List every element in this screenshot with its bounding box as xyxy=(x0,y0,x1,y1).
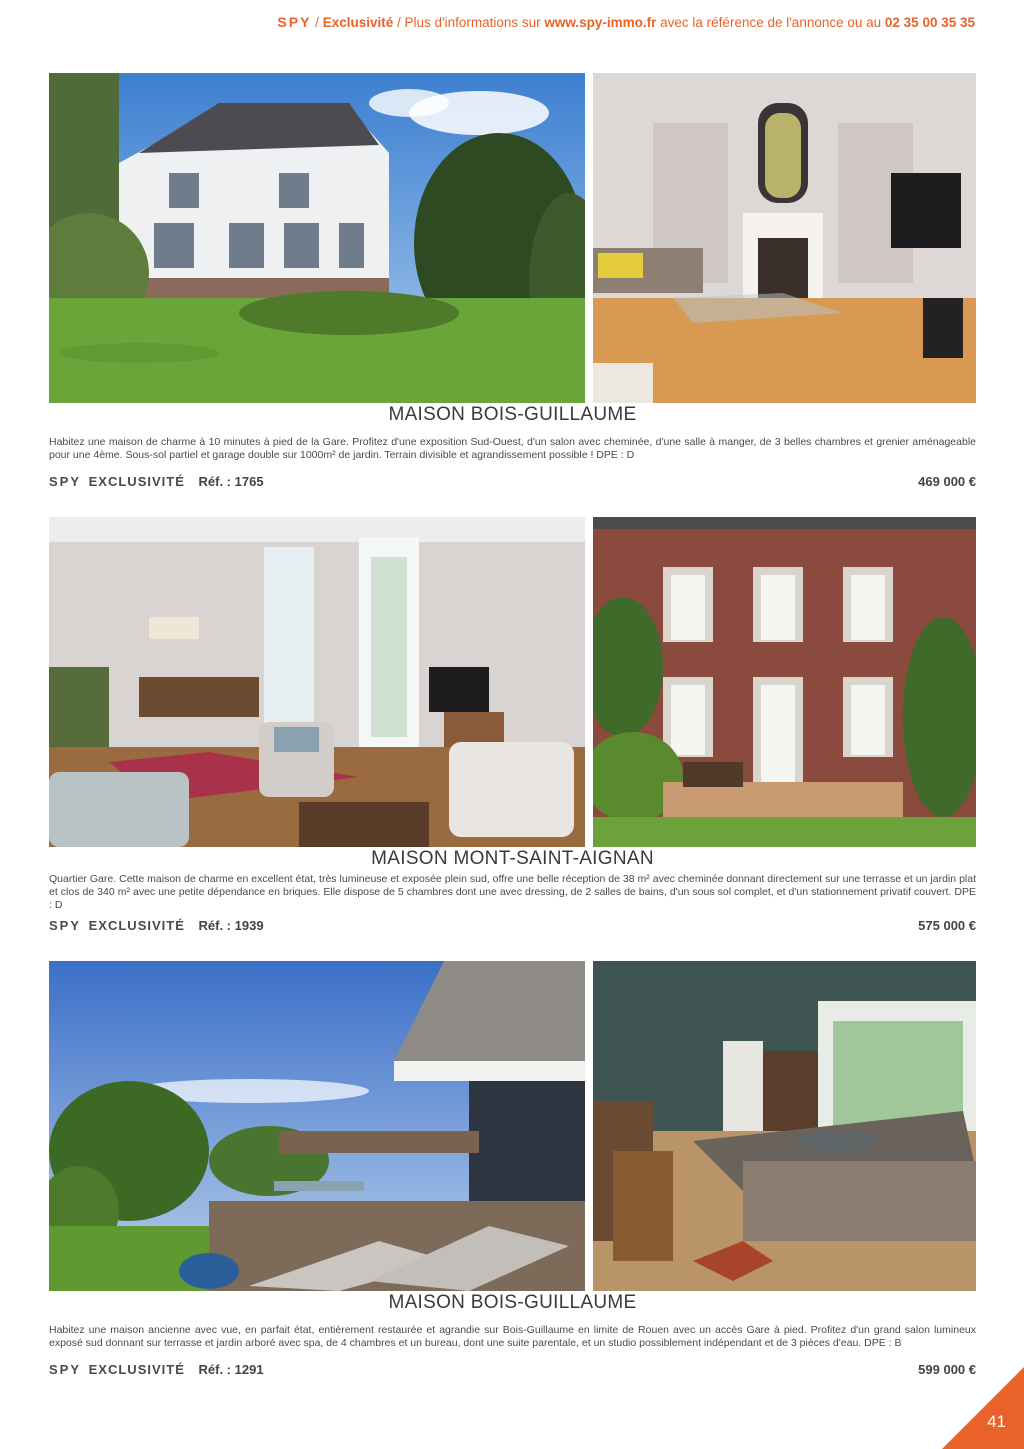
agency-logo: SPY xyxy=(49,1362,82,1377)
exclusivity-label: EXCLUSIVITÉ xyxy=(88,1362,185,1377)
listing-description: Habitez une maison de charme à 10 minutes à pied de la Gare. Profitez d'une exposition Sud-Ouest, d'un salon avec cheminée, d'une salle à manger, de 3 belles chambres et grenier aménageable pour une 4ème. Sous-sol partiel et garage double sur 1000m² de jardin. Terrain divisible et agrandissement possible ! DPE : D xyxy=(49,436,976,461)
listing-reference: Réf. : 1939 xyxy=(198,918,264,933)
listing-photos xyxy=(49,517,976,847)
listing-reference: Réf. : 1765 xyxy=(198,474,264,489)
listing-meta xyxy=(49,474,976,494)
listing-price: 599 000 € xyxy=(918,1362,976,1377)
listing-title: MAISON BOIS-GUILLAUME xyxy=(388,1292,637,1313)
exclusivity-label: EXCLUSIVITÉ xyxy=(88,474,185,489)
header-website-link[interactable]: www.spy-immo.fr xyxy=(544,15,657,30)
listing-meta xyxy=(49,1362,976,1382)
listing-title: MAISON MONT-SAINT-AIGNAN xyxy=(371,848,654,869)
header-exclusivite: Exclusivité xyxy=(322,15,394,30)
header-separator: / xyxy=(311,15,323,30)
terrace-garden-photo xyxy=(49,961,585,1291)
header-info: Plus d'informations sur xyxy=(404,15,545,30)
page-corner-triangle xyxy=(942,1367,1024,1449)
page-header xyxy=(277,14,975,30)
lounge-interior-photo xyxy=(593,961,976,1291)
listing-price: 575 000 € xyxy=(918,918,976,933)
listing-meta xyxy=(49,918,976,938)
exclusivity-label: EXCLUSIVITÉ xyxy=(88,918,185,933)
spy-logo: SPY xyxy=(277,14,312,30)
listing-photos xyxy=(49,961,976,1291)
listing-reference: Réf. : 1291 xyxy=(198,1362,264,1377)
listing-price: 469 000 € xyxy=(918,474,976,489)
agency-logo: SPY xyxy=(49,474,82,489)
brick-facade-photo xyxy=(593,517,976,847)
listing-description: Quartier Gare. Cette maison de charme en excellent état, très lumineuse et exposée plein sud, offre une belle réception de 38 m² avec cheminée donnant directement sur une terrasse et un jardin plat et clos de 340 m² avec une petite dépendance en briques. Elle dispose de 5 chambres dont une avec dressing, de 2 salles de bains, d'un sous sol complet, et d'un stationnement privatif couvert. DPE : D xyxy=(49,873,976,911)
living-room-photo xyxy=(593,73,976,403)
header-separator: / xyxy=(393,15,405,30)
header-ref-text: avec la référence de l'annonce ou au xyxy=(656,15,885,30)
page-number: 41 xyxy=(987,1412,1006,1431)
salon-interior-photo xyxy=(49,517,585,847)
header-phone[interactable]: 02 35 00 35 35 xyxy=(884,15,975,30)
agency-logo: SPY xyxy=(49,918,82,933)
listing-title: MAISON BOIS-GUILLAUME xyxy=(388,404,637,425)
listing-photos xyxy=(49,73,976,403)
house-exterior-photo xyxy=(49,73,585,403)
listing-description: Habitez une maison ancienne avec vue, en parfait état, entièrement restaurée et agrandie sur Bois-Guillaume en limite de Rouen avec un accès Gare à pied. Profitez d'un grand salon lumineux exposé sud donnant sur terrasse et jardin arboré avec spa, de 4 chambres et un bureau, dont une suite parentale, et un studio possiblement indépendant et de 3 pièces d'eau. DPE : B xyxy=(49,1324,976,1349)
